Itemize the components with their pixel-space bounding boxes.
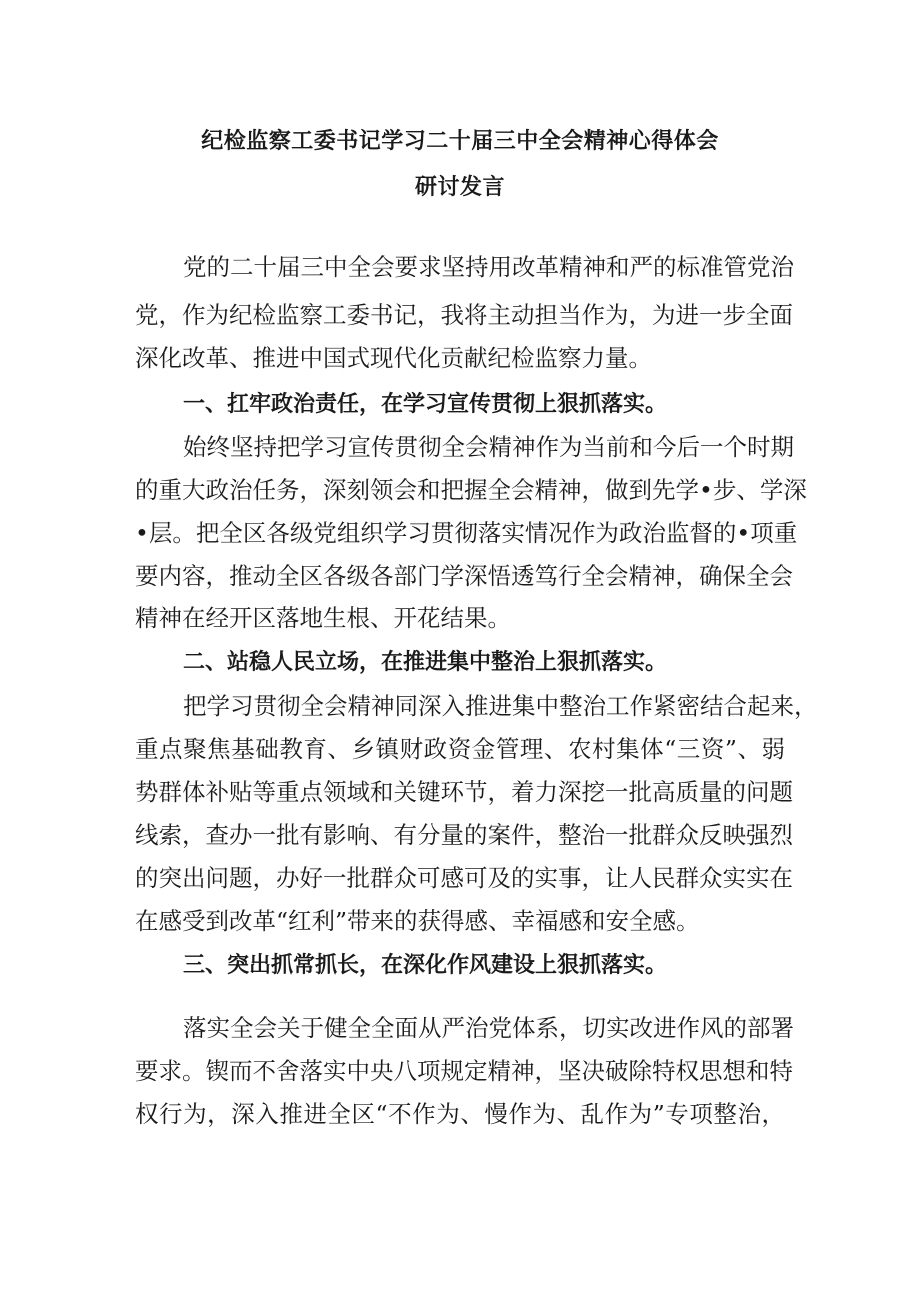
section1-line: 的重大政治任务，深刻领会和把握全会精神，做到先学•步、学深 bbox=[135, 476, 807, 504]
intro-line: 党的二十届三中全会要求坚持用改革精神和严的标准管党治 bbox=[183, 253, 794, 281]
section2-line: 重点聚焦基础教育、乡镇财政资金管理、农村集体“三资”、弱 bbox=[135, 735, 785, 763]
section1-line: 精神在经开区落地生根、开花结果。 bbox=[135, 604, 511, 632]
section2-line: 的突出问题，办好一批群众可感可及的实事，让人民群众实实在 bbox=[135, 864, 793, 892]
section-heading-3: 三、突出抓常抓长，在深化作风建设上狠抓落实。 bbox=[183, 953, 668, 978]
document-title-line-1: 纪检监察工委书记学习二十届三中全会精神心得体会 bbox=[201, 129, 719, 154]
section2-line: 把学习贯彻全会精神同深入推进集中整治工作紧密结合起来， bbox=[183, 692, 818, 720]
intro-line: 党，作为纪检监察工委书记，我将主动担当作为，为进一步全面 bbox=[135, 301, 793, 329]
section-heading-1: 一、扛牢政治责任，在学习宣传贯彻上狠抓落实。 bbox=[183, 392, 668, 417]
section3-line: 落实全会关于健全全面从严治党体系，切实改进作风的部署 bbox=[183, 1014, 794, 1042]
section1-line: •层。把全区各级党组织学习贯彻落实情况作为政治监督的•项重 bbox=[135, 519, 798, 547]
section1-line: 始终坚持把学习宣传贯彻全会精神作为当前和今后一个时期 bbox=[183, 433, 794, 461]
section-heading-2: 二、站稳人民立场，在推进集中整治上狠抓落实。 bbox=[183, 650, 668, 675]
section2-line: 在感受到改革“红利”带来的获得感、幸福感和安全感。 bbox=[135, 907, 700, 935]
intro-line: 深化改革、推进中国式现代化贡献纪检监察力量。 bbox=[135, 344, 652, 372]
section1-line: 要内容，推动全区各级各部门学深悟透笃行全会精神，确保全会 bbox=[135, 562, 793, 590]
section3-line: 权行为，深入推进全区“不作为、慢作为、乱作为”专项整治， bbox=[135, 1100, 785, 1128]
section3-line: 要求。锲而不舍落实中央八项规定精神，坚决破除特权思想和特 bbox=[135, 1057, 793, 1085]
section2-line: 线索，查办一批有影响、有分量的案件，整治一批群众反映强烈 bbox=[135, 821, 793, 849]
section2-line: 势群体补贴等重点领域和关键环节，着力深挖一批高质量的问题 bbox=[135, 778, 793, 806]
document-title-line-2: 研讨发言 bbox=[414, 175, 505, 200]
